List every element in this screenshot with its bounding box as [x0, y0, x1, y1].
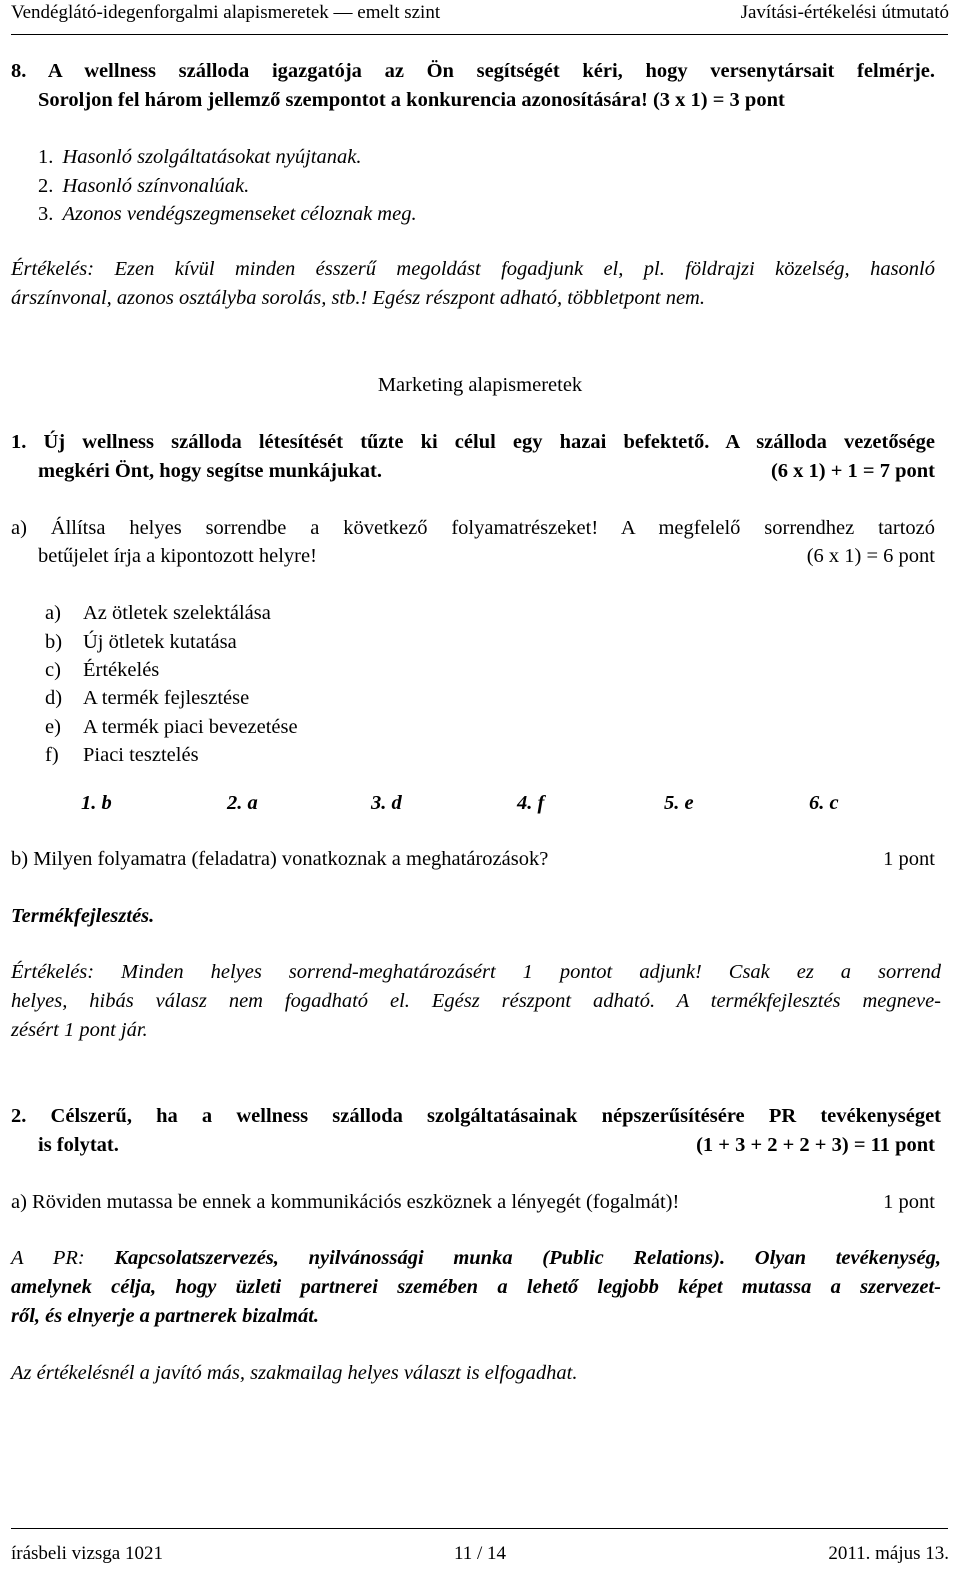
m2-answer-line1-text: Kapcsolatszervezés, nyilvánossági munka (Public Relations). Olyan tevékenység,: [114, 1247, 941, 1269]
m1-item-text: A termék fejlesztése: [83, 687, 250, 709]
m1-item: [45, 716, 298, 739]
m1-item: [45, 687, 249, 710]
q8-answer-3-num: 3.: [38, 203, 54, 225]
m2-eval: Az értékelésnél a javító más, szakmailag helyes választ is elfogadhat.: [11, 1362, 578, 1384]
m1-b-answer: Termékfejlesztés.: [11, 905, 155, 927]
header-right: Javítási-értékelési útmutató: [740, 2, 949, 23]
q8-title-line1: 8. A wellness szálloda igazgatója az Ön segítségét kéri, hogy versenytársait felmérje.: [11, 60, 935, 82]
header-left: Vendéglátó-idegenforgalmi alapismeretek — emelt szint: [11, 2, 441, 23]
m1-eval-line2: helyes, hibás válasz nem fogadható el. Egész részpont adható. A termékfejlesztés megneve-: [11, 990, 941, 1012]
footer-right: 2011. május 13.: [828, 1543, 949, 1564]
m1-order-num: 6.: [809, 792, 825, 814]
m1-order-num: 5.: [664, 792, 680, 814]
m1-order-val: b: [101, 792, 112, 814]
m1-order-num: 2.: [227, 792, 243, 814]
section-title: Marketing alapismeretek: [377, 374, 583, 396]
m1-b-points: 1 pont: [883, 848, 935, 870]
m1-item: [45, 659, 159, 682]
m1-title-points: (6 x 1) + 1 = 7 pont: [770, 460, 935, 482]
m1-order-4: [517, 792, 544, 815]
m1-order-num: 1.: [81, 792, 97, 814]
m1-order-num: 3.: [371, 792, 387, 814]
m2-title-points: (1 + 3 + 2 + 2 + 3) = 11 pont: [696, 1134, 935, 1156]
m1-item-text: Értékelés: [83, 659, 160, 681]
m1-a-points: (6 x 1) = 6 pont: [806, 545, 935, 567]
m1-item-text: Új ötletek kutatása: [83, 631, 237, 653]
m1-item-letter: a): [45, 602, 61, 624]
q8-answer-3-text: Azonos vendégszegmenseket céloznak meg.: [62, 203, 417, 225]
m1-order-val: d: [391, 792, 402, 814]
footer-left: írásbeli vizsga 1021: [11, 1543, 163, 1564]
m1-item: [45, 602, 271, 625]
m1-title-line1: 1. Új wellness szálloda létesítését tűzte ki célul egy hazai befektető. A szálloda vezetősége: [11, 431, 935, 453]
m2-title-line1: 2. Célszerű, ha a wellness szálloda szolgáltatásainak népszerűsítésére PR tevékenységet: [11, 1105, 941, 1127]
q8-title-line2: Soroljon fel három jellemző szempontot a konkurencia azonosítására! (3 x 1) = 3 pont: [38, 89, 785, 111]
m2-a-points: 1 pont: [883, 1191, 935, 1213]
m1-order-1: [81, 792, 112, 815]
m2-title-line2: is folytat.: [38, 1134, 119, 1156]
m1-item-letter: f): [45, 744, 59, 766]
footer-rule: [11, 1528, 948, 1529]
m1-order-val: f: [537, 792, 545, 814]
m1-item-letter: c): [45, 659, 61, 681]
m1-order-3: [371, 792, 402, 815]
m1-item-letter: d): [45, 687, 63, 709]
m1-order-val: a: [247, 792, 258, 814]
q8-answer-1-num: 1.: [38, 146, 54, 168]
m1-order-num: 4.: [517, 792, 533, 814]
m1-order-val: e: [684, 792, 694, 814]
footer-page: 11 / 14: [453, 1543, 507, 1564]
header-rule: [11, 34, 948, 35]
m1-order-2: [227, 792, 258, 815]
m1-eval-line3: zésért 1 pont jár.: [11, 1019, 148, 1041]
m2-answer-line2: amelynek célja, hogy üzleti partnerei szemében a lehető legjobb képet mutassa a szervezet-: [11, 1276, 941, 1298]
q8-answer-3: [38, 203, 417, 226]
q8-answer-2: [38, 175, 249, 198]
m1-item-text: Az ötletek szelektálása: [83, 602, 271, 624]
q8-answer-1: [38, 146, 361, 169]
m2-a-question: a) Röviden mutassa be ennek a kommunikációs eszköznek a lényegét (fogalmát)!: [11, 1191, 680, 1213]
q8-answer-2-num: 2.: [38, 175, 54, 197]
m1-item: [45, 631, 237, 654]
q8-answer-1-text: Hasonló szolgáltatásokat nyújtanak.: [62, 146, 362, 168]
m1-a-line2: betűjelet írja a kipontozott helyre!: [38, 545, 317, 567]
m1-a-line1: a) Állítsa helyes sorrendbe a következő folyamatrészeket! A megfelelő sorrendhez tartozó: [11, 517, 935, 539]
q8-answer-2-text: Hasonló színvonalúak.: [62, 175, 250, 197]
m2-answer-prefix: A PR:: [11, 1247, 115, 1269]
q8-eval-line2: árszínvonal, azonos osztályba sorolás, stb.! Egész részpont adható, többletpont nem.: [11, 287, 705, 309]
m2-answer-line1: [11, 1247, 941, 1270]
m1-item: [45, 744, 199, 767]
m1-item-text: Piaci tesztelés: [83, 744, 199, 766]
m1-item-text: A termék piaci bevezetése: [83, 716, 298, 738]
m1-eval-line1: Értékelés: Minden helyes sorrend-meghatározásért 1 pontot adjunk! Csak ez a sorrend: [11, 961, 941, 983]
m1-order-5: [664, 792, 694, 815]
m1-b-question: b) Milyen folyamatra (feladatra) vonatkoznak a meghatározások?: [11, 848, 549, 870]
m1-item-letter: e): [45, 716, 61, 738]
m1-title-line2: megkéri Önt, hogy segítse munkájukat.: [38, 460, 382, 482]
m2-answer-line3: ről, és elnyerje a partnerek bizalmát.: [11, 1305, 320, 1327]
m1-order-6: [809, 792, 839, 815]
q8-eval-line1: Értékelés: Ezen kívül minden ésszerű megoldást fogadjunk el, pl. földrajzi közelség, hasonló: [11, 258, 935, 280]
m1-order-val: c: [829, 792, 839, 814]
m1-item-letter: b): [45, 631, 63, 653]
